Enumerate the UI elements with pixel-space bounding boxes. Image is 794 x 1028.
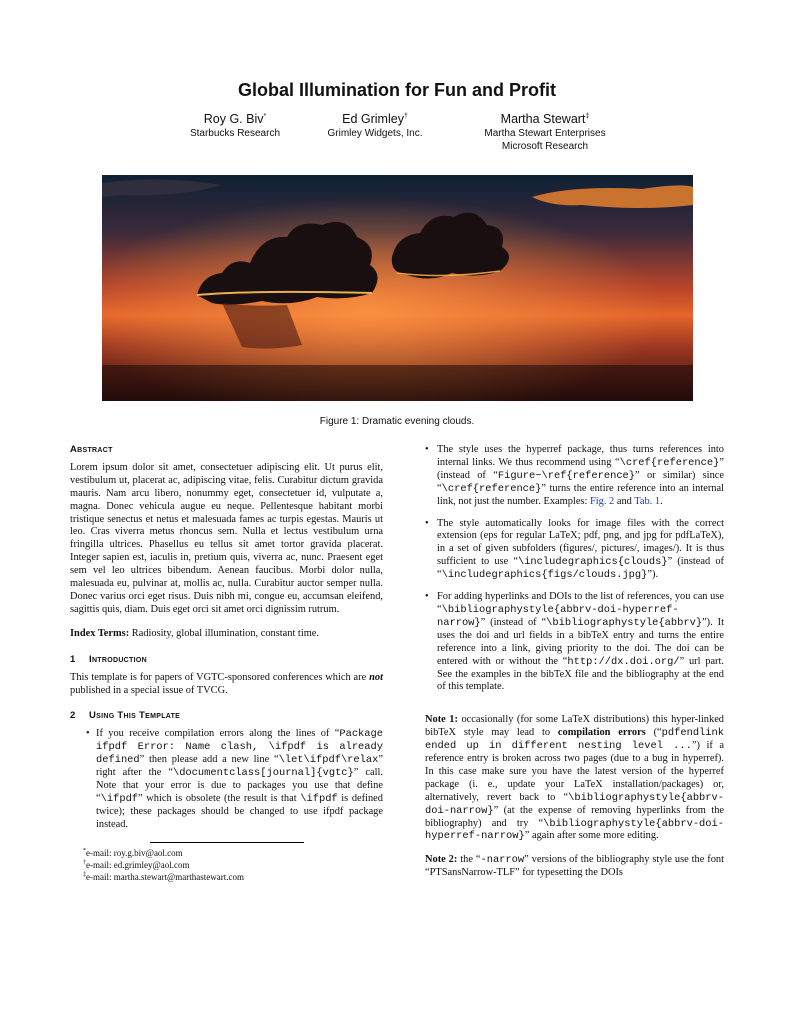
code-run: \let\ifpdf\relax	[278, 754, 379, 767]
footnote-mark: ‡	[585, 112, 590, 120]
text-run: the “	[457, 854, 481, 866]
section-heading	[70, 710, 383, 723]
text-run: ”). It uses the doi and url fields in a bibTeX entry and turns the entire reference into a link, giving priority to the doi. The doi can be entered with or without the “	[437, 616, 724, 667]
footnote-mark: ‡	[83, 872, 86, 879]
text-run: ” (at the expense of removing hyperlinks from the bibliography) and try “	[425, 804, 724, 829]
footnote	[70, 847, 383, 859]
bullet-item	[425, 518, 724, 583]
code-run: pdfendlink ended up in different nesting level ...	[425, 727, 724, 753]
text-run: and	[614, 495, 635, 507]
text-run: The style automatically looks for image files with the correct extension (eps for regular LaTeX; pdf, png, and jpg for pdfLaTeX), in a set of given subfolders (figures/, pictures/, images/). It is thus sufficient to use “	[437, 517, 724, 568]
code-run: \bibliographystyle{abbrv-doi-narrow}	[425, 791, 724, 817]
text-run: ” call. Note that your error is due to packages you use that define “	[96, 767, 383, 804]
note-paragraph	[425, 714, 724, 843]
figure-link[interactable]: Fig. 2	[589, 495, 615, 507]
abstract-heading: Abstract	[70, 444, 113, 455]
index-terms-text: Radiosity, global illumination, constant time.	[131, 627, 320, 639]
code-run: http://dx.doi.org/	[567, 655, 680, 668]
footnote-rule	[150, 842, 304, 843]
intro-text-b: published in a special issue of TVCG.	[70, 684, 228, 696]
footnote-text: e-mail: martha.stewart@marthastewart.com	[86, 872, 244, 883]
clouds-photo	[102, 175, 693, 401]
right-column	[425, 444, 724, 880]
left-column	[70, 444, 383, 884]
note-label: Note 1:	[425, 714, 458, 726]
paper-title: Global Illumination for Fun and Profit	[238, 80, 556, 100]
text-run: ” again after some more editing.	[524, 830, 659, 842]
section-number: 1	[70, 653, 76, 665]
code-run: \bibliographystyle{abbrv-doi-hyperref-narrow}	[425, 817, 724, 843]
footnote-text: e-mail: roy.g.biv@aol.com	[86, 847, 183, 858]
index-terms	[70, 628, 383, 641]
author-block	[300, 111, 450, 140]
template-bullets	[70, 728, 383, 831]
code-run: \bibliographystyle{abbrv-doi-hyperref-narrow}	[437, 603, 679, 629]
text-run: ” (instead of “	[480, 616, 547, 628]
code-run: Figure~\ref{reference}	[497, 469, 636, 482]
code-run: Package ifpdf Error: Name clash, \ifpdf is already defined	[96, 728, 383, 767]
section-title: Introduction	[89, 653, 147, 665]
code-run: \bibliographystyle{abbrv}	[546, 616, 703, 629]
text-run: The style uses the hyperref package, thus turns references into internal links. We thus recommend using “	[437, 444, 724, 468]
text-run: ”).	[647, 569, 659, 581]
footnote-mark: †	[403, 112, 408, 120]
author-block	[160, 111, 310, 140]
footnote-mark: *	[263, 112, 267, 120]
text-run: ” which is obsolete (the result is that	[138, 792, 301, 804]
text-run: ” then please add a new line “	[139, 754, 279, 766]
note-paragraph	[425, 854, 724, 880]
note-label: Note 2:	[425, 854, 458, 866]
index-terms-label: Index Terms:	[70, 627, 130, 639]
text-run: For adding hyperlinks and DOIs to the list of references, you can use “	[437, 591, 724, 615]
figure-caption: Figure 1: Dramatic evening clouds.	[319, 416, 475, 427]
abstract-text: Lorem ipsum dolor sit amet, consectetuer adipiscing elit. Ut purus elit, vestibulum ut, placerat ac, adipiscing vitae, felis. Curabitur dictum gravida mauris. Nam arcu libero, nonummy eget, consectetuer id, vulputate a, magna. Donec vehicula augue eu neque. Pellentesque habitant morbi tristique senectus et netus et malesuada fames ac turpis egestas. Mauris ut leo. Cras viverra metus rhoncus sem. Nulla et lectus vestibulum urna fringilla ultrices. Phasellus eu tellus sit amet tortor gravida placerat. Integer sapien est, iaculis in, pretium quis, viverra ac, nunc. Praesent eget sem vel leo ultrices bibendum. Aenean faucibus. Morbi dolor nulla, malesuada eu, pulvinar at, mollis ac, nulla. Curabitur auctor semper nulla. Donec varius orci eget risus. Duis nibh mi, congue eu, accumsan eleifend, sagittis quis, diam. Duis eget orci sit amet orci dignissim rutrum.	[70, 461, 383, 615]
text-run: (“	[645, 727, 662, 739]
text-run: If you receive compilation errors along the lines of “	[96, 728, 340, 740]
text-run: is defined twice); these packages should be changed to use ifpdf package instead.	[96, 792, 383, 830]
code-run: \documentclass[journal]{vgtc}	[172, 767, 354, 780]
footnote-mark: *	[83, 847, 86, 854]
text-run: ” (instead of “	[437, 456, 724, 481]
bullet-item	[425, 591, 724, 694]
author-name: Ed Grimley	[342, 112, 404, 126]
footnote	[70, 859, 383, 871]
teaser-image	[102, 175, 693, 401]
text-run: occasionally (for some LaTeX distributions) this hyper-linked bibTeX style may lead to	[425, 714, 724, 739]
footnote-text: e-mail: ed.grimley@aol.com	[86, 859, 190, 870]
author-name: Martha Stewart	[500, 112, 586, 126]
code-run: \cref{reference}	[619, 456, 720, 469]
code-run: \includegraphics{figs/clouds.jpg}	[441, 569, 648, 582]
text-run: ” url part. See the examples in the bibTeX file and the bibliography at the end of this template.	[437, 655, 724, 693]
footnote-mark: †	[83, 859, 86, 866]
bullet-item	[70, 728, 383, 831]
code-run: -narrow	[480, 854, 525, 867]
text-run: ” turns the entire reference into an internal link, not just the number. Examples:	[437, 482, 724, 507]
section-number: 2	[70, 710, 76, 722]
text-run: ” (instead of “	[437, 556, 725, 581]
author-affiliation: Microsoft Research	[501, 141, 589, 152]
code-run: \cref{reference}	[441, 482, 542, 495]
footnote	[70, 871, 383, 883]
author-name: Roy G. Biv	[203, 112, 264, 126]
code-run: \includegraphics{clouds}	[517, 556, 668, 569]
text-run: ” right after the “	[96, 754, 383, 779]
code-run: \ifpdf	[100, 792, 139, 805]
text-run: .	[660, 495, 663, 507]
author-block	[455, 111, 635, 153]
code-run: \ifpdf	[300, 792, 338, 805]
table-link[interactable]: Tab. 1	[634, 495, 661, 507]
author-affiliation: Starbucks Research	[189, 128, 281, 139]
text-run: ” or similar) since “	[437, 469, 724, 494]
bold-run: compilation errors	[557, 727, 646, 739]
text-run: ”) if a reference entry is broken across two pages (due to a bug in hyperref). In this case make sure you have the latest version of the hyperref package (i. e., update your LaTeX installation/packages) or, alternatively, revert back to “	[425, 740, 724, 803]
intro-text-emph: not	[369, 671, 383, 683]
author-affiliation: Grimley Widgets, Inc.	[327, 128, 423, 139]
bullet-item	[425, 444, 724, 509]
text-run: ” versions of the bibliography style use the font “PTSansNarrow-TLF” for typesetting the DOIs	[425, 854, 724, 879]
section-heading	[70, 654, 383, 667]
intro-text	[70, 672, 383, 698]
intro-text-a: This template is for papers of VGTC-sponsored conferences which are	[70, 671, 370, 683]
template-bullets	[425, 444, 724, 694]
section-title: Using This Template	[89, 710, 181, 722]
author-affiliation: Martha Stewart Enterprises	[484, 128, 606, 139]
